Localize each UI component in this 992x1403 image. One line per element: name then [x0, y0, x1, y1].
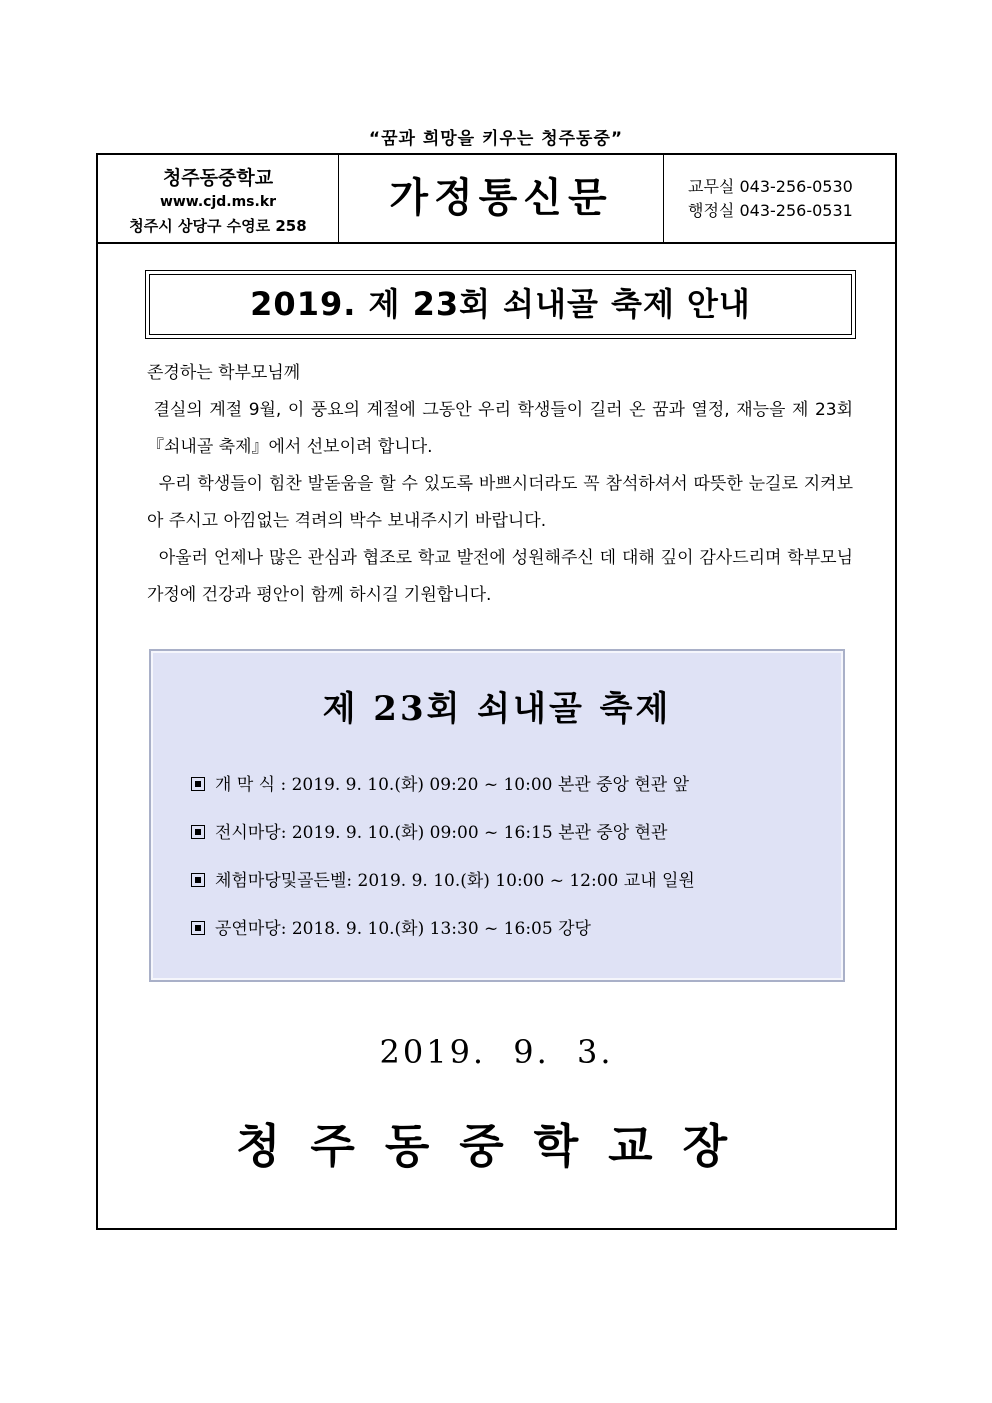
- school-website: www.cjd.ms.kr: [159, 194, 277, 210]
- schedule-item: [191, 770, 695, 818]
- festival-title: 제 23회 쇠내골 축제: [322, 689, 672, 729]
- notice-title-box: [145, 270, 856, 339]
- contact-label: 행정실: [688, 201, 735, 220]
- contact-info: [688, 175, 853, 223]
- newsletter-frame: [96, 153, 897, 1230]
- greeting: 존경하는 학부모님께: [147, 363, 301, 383]
- header: [98, 155, 895, 244]
- school-info: [98, 155, 339, 242]
- festival-schedule: [191, 770, 695, 962]
- school-address: 청주시 상당구 수영로 258: [129, 217, 307, 235]
- contact-line: [688, 199, 853, 223]
- notice-title: 2019. 제 23회 쇠내골 축제 안내: [149, 274, 852, 335]
- schedule-item: [191, 866, 695, 914]
- square-bullet-icon: [191, 825, 205, 839]
- schedule-text: 공연마당: 2018. 9. 10.(화) 13:30 ~ 16:05 강당: [215, 919, 591, 939]
- issue-date: 2019. 9. 3.: [379, 1033, 614, 1071]
- school-name: 청주동중학교: [162, 167, 274, 189]
- letter-body: [147, 355, 859, 614]
- schedule-text: 체험마당및골든벨: 2019. 9. 10.(화) 10:00 ~ 12:00 교내 일원: [215, 871, 695, 891]
- principal-signature: 청주동중학교장: [235, 1119, 758, 1173]
- contact-phone: 043-256-0531: [739, 201, 853, 220]
- square-bullet-icon: [191, 873, 205, 887]
- body-paragraph: 우리 학생들이 힘찬 발돋움을 할 수 있도록 바쁘시더라도 꼭 참석하셔서 따뜻한 눈길로 지켜보아 주시고 아낌없는 격려의 박수 보내주시기 바랍니다.: [147, 474, 853, 531]
- square-bullet-icon: [191, 921, 205, 935]
- contact-phone: 043-256-0530: [739, 177, 853, 196]
- contact-label: 교무실: [688, 177, 735, 196]
- contact-line: [688, 175, 853, 199]
- schedule-text: 개 막 식 : 2019. 9. 10.(화) 09:20 ~ 10:00 본관 중앙 현관 앞: [215, 775, 690, 795]
- school-motto: “꿈과 희망을 키우는 청주동중”: [368, 129, 624, 149]
- schedule-item: [191, 914, 695, 962]
- schedule-item: [191, 818, 695, 866]
- body-paragraph: 아울러 언제나 많은 관심과 협조로 학교 발전에 성원해주신 데 대해 깊이 감사드리며 학부모님 가정에 건강과 평안이 함께 하시길 기원합니다.: [147, 548, 859, 605]
- newsletter-banner: 가정통신문: [339, 155, 664, 242]
- square-bullet-icon: [191, 777, 205, 791]
- festival-box: [149, 649, 845, 982]
- body-paragraph: 결실의 계절 9월, 이 풍요의 계절에 그동안 우리 학생들이 길러 온 꿈과 열정, 재능을 제 23회 『쇠내골 축제』에서 선보이려 합니다.: [147, 400, 859, 457]
- schedule-text: 전시마당: 2019. 9. 10.(화) 09:00 ~ 16:15 본관 중앙 현관: [215, 823, 668, 843]
